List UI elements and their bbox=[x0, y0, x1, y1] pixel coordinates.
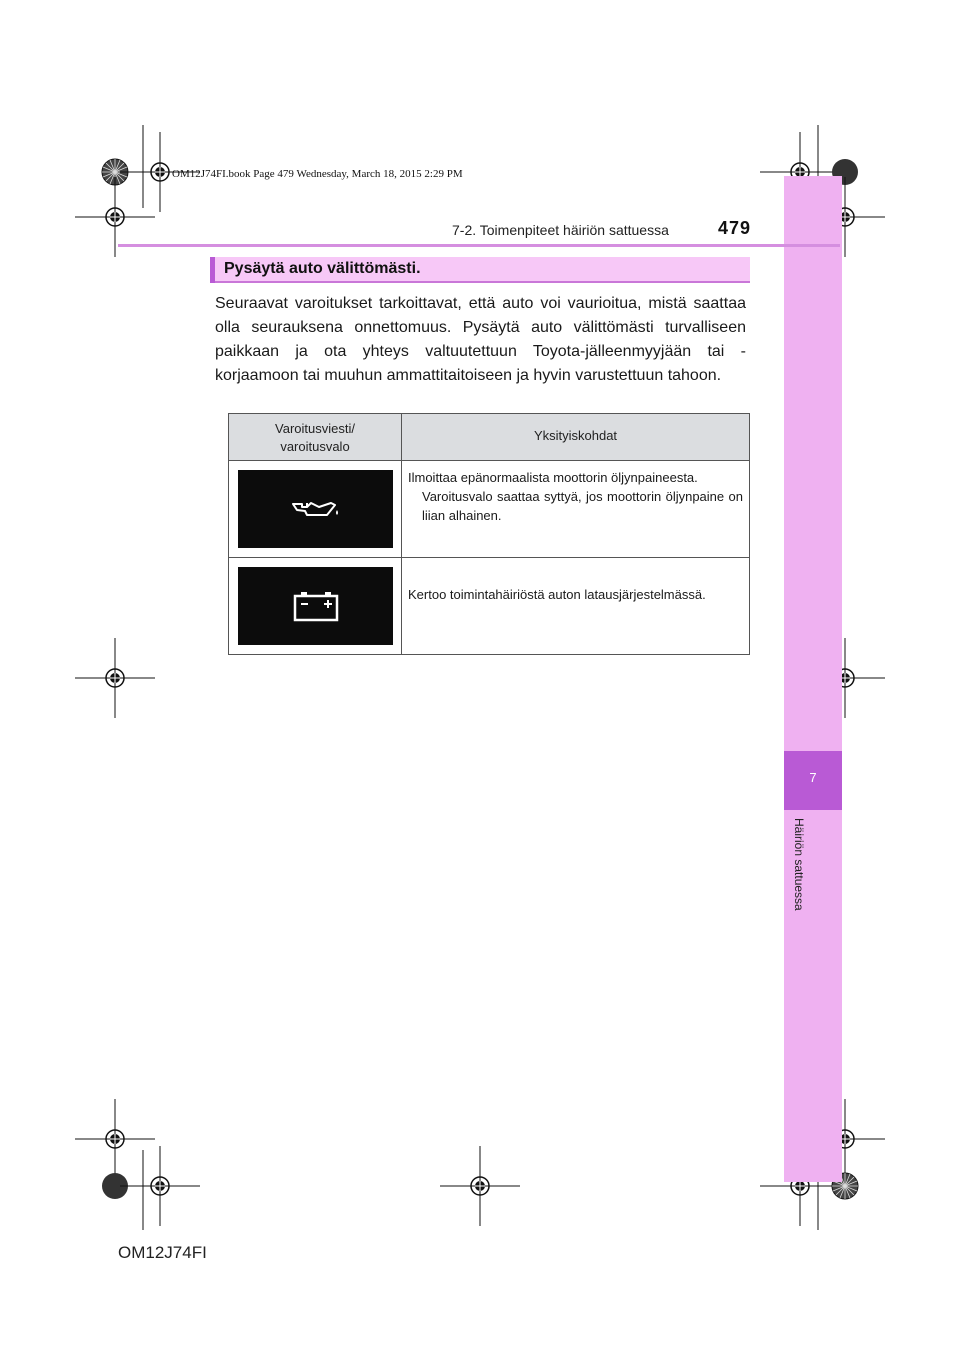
running-header-title: 7-2. Toimenpiteet häiriön sattuessa bbox=[452, 222, 669, 238]
oil-pressure-warning-icon bbox=[291, 498, 341, 520]
battery-charging-warning-icon bbox=[293, 590, 339, 622]
page-number: 479 bbox=[718, 218, 752, 238]
chapter-label: Häiriön sattuessa bbox=[792, 818, 806, 911]
table-row bbox=[229, 461, 750, 558]
warning-description: Ilmoittaa epänormaalista moottorin öljynpaineesta. bbox=[408, 470, 698, 485]
battery-charging-warning-light bbox=[238, 567, 393, 645]
intro-paragraph: Seuraavat varoitukset tarkoittavat, että auto voi vaurioitua, mistä saattaa olla seurauksena onnettomuus. Pysäytä auto välittömästi turvalliseen paikkaan ja ota yhteys valtuutettuun Toyota-jälleenmyyjään tai -korjaamoon tai muuhun ammattitaitoiseen ja hyvin varustettuun tahoon. bbox=[215, 295, 746, 384]
warning-description: Kertoo toimintahäiriöstä auton latausjärjestelmässä. bbox=[408, 587, 706, 602]
header-divider bbox=[118, 244, 840, 247]
chapter-number: 7 bbox=[809, 770, 817, 785]
column-header-warning: Varoitusviesti/ varoitusvalo bbox=[229, 414, 402, 461]
chapter-tab-band bbox=[784, 176, 842, 1182]
table-header-row bbox=[229, 414, 750, 461]
oil-pressure-warning-light bbox=[238, 470, 393, 548]
warning-details-cell bbox=[402, 558, 750, 655]
warning-icon-cell bbox=[229, 558, 402, 655]
print-info: OM12J74FI.book Page 479 Wednesday, March 18, 2015 2:29 PM bbox=[172, 168, 463, 180]
column-header-details: Yksityiskohdat bbox=[402, 414, 750, 461]
footer-document-code: OM12J74FI bbox=[118, 1243, 207, 1262]
table-row bbox=[229, 558, 750, 655]
warning-icon-cell bbox=[229, 461, 402, 558]
warning-table bbox=[228, 413, 750, 655]
section-heading-text: Pysäytä auto välittömästi. bbox=[224, 260, 421, 277]
section-heading bbox=[210, 257, 750, 283]
warning-details-cell bbox=[402, 461, 750, 558]
section-heading-accent bbox=[210, 257, 215, 283]
warning-note: Varoitusvalo saattaa syttyä, jos moottorin öljynpaine on liian alhainen. bbox=[422, 489, 743, 523]
